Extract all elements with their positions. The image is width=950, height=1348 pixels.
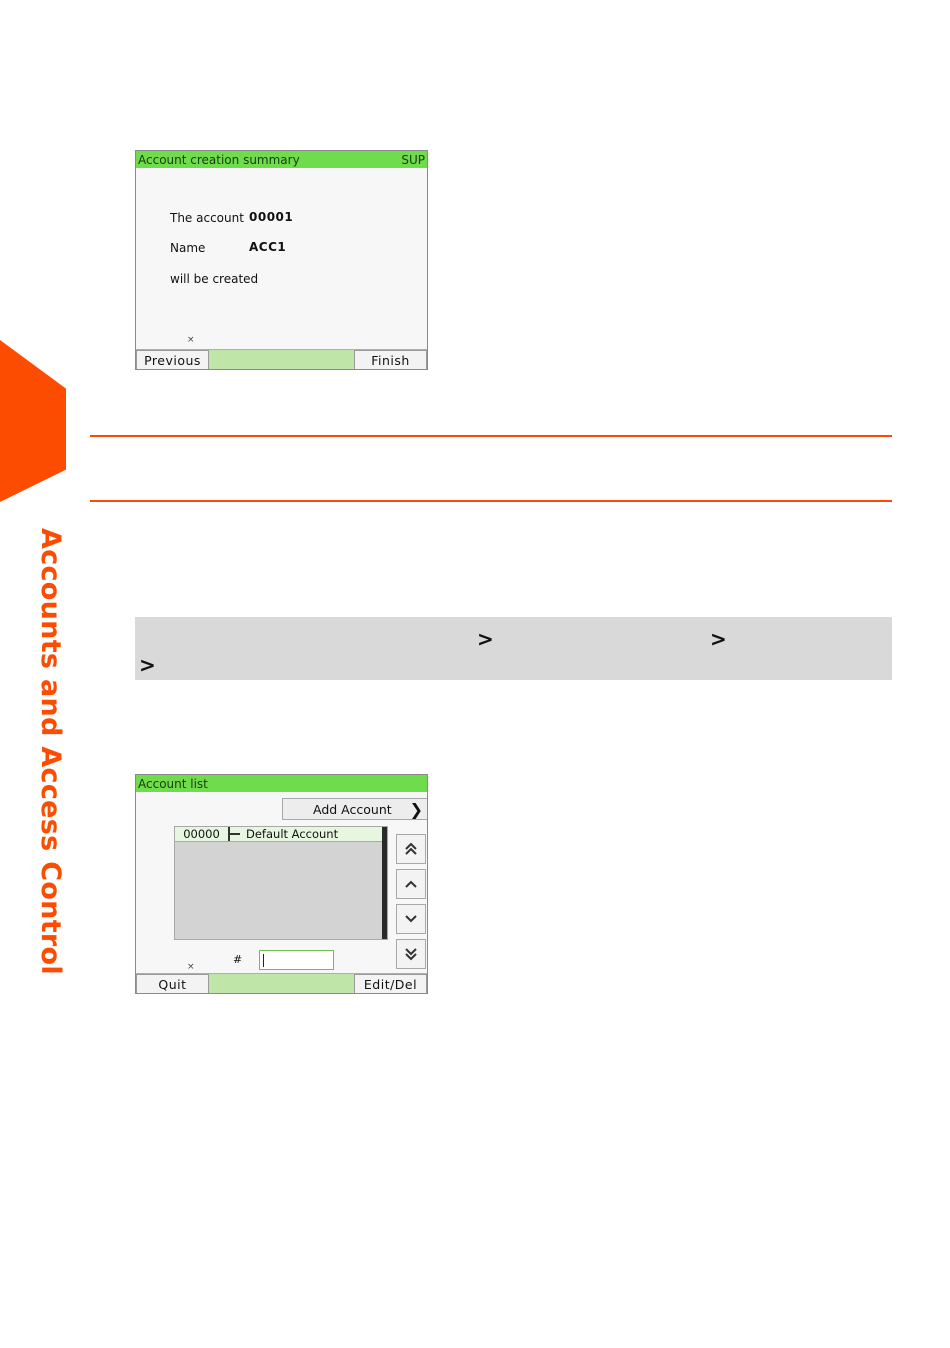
account-number-input[interactable] xyxy=(259,950,334,970)
double-chevron-down-icon xyxy=(403,947,419,961)
chapter-title xyxy=(30,528,74,975)
account-name: Default Account xyxy=(246,827,339,841)
chapter-tab xyxy=(0,340,66,502)
creation-message: will be created xyxy=(170,272,259,286)
screen-title: Account creation summary xyxy=(138,152,300,167)
account-label: The account xyxy=(170,211,244,225)
account-name: ACC1 xyxy=(249,240,287,254)
chevron-right-icon: ❯ xyxy=(409,800,423,819)
screen-title: Account list xyxy=(138,776,208,791)
path-separator-3: > xyxy=(139,653,156,677)
user-level-badge: SUP xyxy=(401,152,425,167)
list-item[interactable] xyxy=(175,827,384,842)
screen-titlebar xyxy=(136,775,427,792)
cross-icon: × xyxy=(187,962,195,972)
softkey-bar xyxy=(136,349,427,369)
account-code: 00000 xyxy=(175,827,230,841)
tree-branch-icon xyxy=(230,833,240,835)
account-list-screen xyxy=(135,774,428,994)
add-account-button[interactable] xyxy=(282,798,428,820)
text-caret xyxy=(263,954,264,967)
chevron-down-icon xyxy=(403,913,419,925)
finish-button[interactable]: Finish xyxy=(354,350,427,370)
scroll-down-button[interactable] xyxy=(396,904,426,934)
path-separator-1: > xyxy=(477,627,494,651)
path-separator-2: > xyxy=(710,627,727,651)
chevron-up-icon xyxy=(403,878,419,890)
softkey-bar xyxy=(136,973,427,993)
chapter-title-text: Accounts and Access Control xyxy=(35,528,66,975)
account-number: 00001 xyxy=(249,210,294,224)
scroll-up-button[interactable] xyxy=(396,869,426,899)
add-account-label: Add Account xyxy=(313,801,392,817)
section-rule-top xyxy=(90,435,892,437)
cross-icon: × xyxy=(187,335,195,345)
quit-button[interactable]: Quit xyxy=(136,974,209,994)
double-chevron-up-icon xyxy=(403,842,419,856)
page-up-button[interactable] xyxy=(396,834,426,864)
list-scrollbar[interactable] xyxy=(382,827,387,939)
previous-button[interactable]: Previous xyxy=(136,350,209,370)
hash-label: # xyxy=(233,953,243,966)
name-label: Name xyxy=(170,241,206,255)
page-down-button[interactable] xyxy=(396,939,426,969)
menu-path-banner xyxy=(135,617,892,680)
edit-delete-button[interactable]: Edit/Del xyxy=(354,974,427,994)
section-rule-bottom xyxy=(90,500,892,502)
account-creation-summary-screen xyxy=(135,150,428,370)
account-list[interactable] xyxy=(174,826,388,940)
screen-titlebar xyxy=(136,151,427,168)
